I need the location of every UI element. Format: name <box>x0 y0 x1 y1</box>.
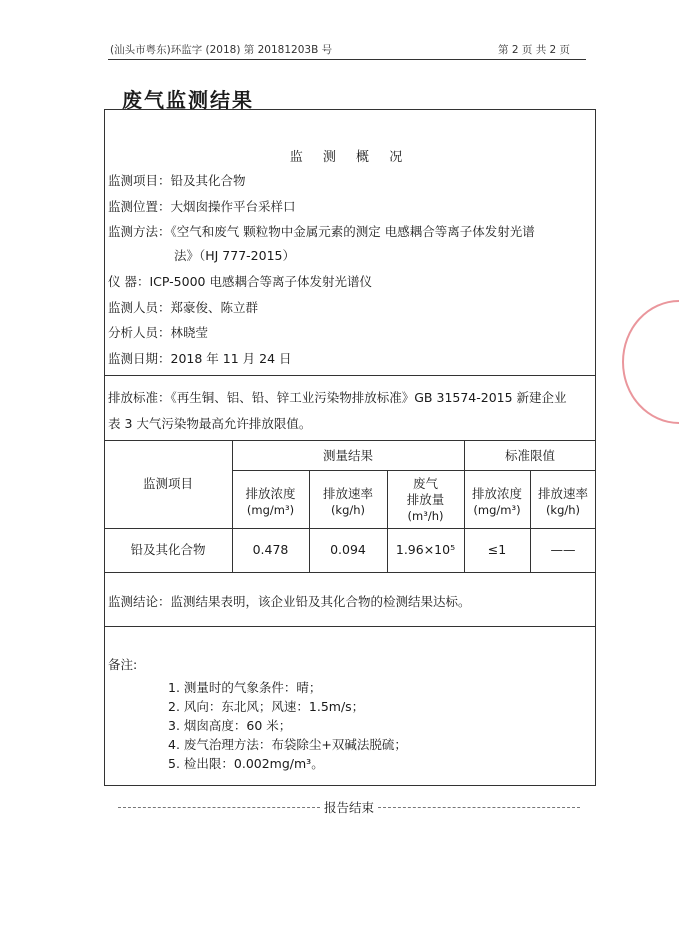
col-header-limit-conc-unit: (mg/m³) <box>473 503 521 517</box>
monitor-location: 监测位置：大烟囱操作平台采样口 <box>108 199 296 214</box>
monitor-personnel: 监测人员：郑豪俊、陈立群 <box>108 300 259 315</box>
col-header-limit-rate-label: 排放速率 <box>537 486 588 501</box>
report-end-label: 报告结束 <box>324 800 375 815</box>
note-item: 1. 测量时的气象条件：晴； <box>168 680 322 695</box>
report-number: (汕头市粤东)环监字 (2018) 第 20181203B 号 <box>110 44 333 56</box>
col-header-flow-label2: 排放量 <box>406 492 445 507</box>
standard-line2: 表 3 大气污染物最高允许排放限值。 <box>108 416 312 431</box>
note-item: 4. 废气治理方法：布袋除尘+双碱法脱硫； <box>168 737 407 752</box>
cell-conc: 0.478 <box>252 542 289 557</box>
cell-limit-rate: —— <box>550 542 576 557</box>
cell-flow: 1.96×10⁵ <box>395 542 456 557</box>
col-header-limit-conc <box>464 486 530 518</box>
note-item: 3. 烟囱高度：60 米； <box>168 718 292 733</box>
note-item: 2. 风向：东北风；风速：1.5m/s； <box>168 699 365 714</box>
cell-rate: 0.094 <box>330 542 366 557</box>
col-header-limit-rate <box>530 486 596 518</box>
col-header-item: 监测项目 <box>142 476 193 491</box>
official-seal <box>622 300 679 424</box>
col-header-rate <box>309 486 387 518</box>
header-divider <box>108 59 586 60</box>
conclusion: 监测结论：监测结果表明，该企业铅及其化合物的检测结果达标。 <box>108 594 471 609</box>
instrument: 仪 器：ICP-5000 电感耦合等离子体发射光谱仪 <box>108 274 372 289</box>
analyst: 分析人员：林晓莹 <box>108 325 209 340</box>
col-header-flow-unit: (m³/h) <box>407 509 444 523</box>
col-header-limit-conc-label: 排放浓度 <box>471 486 522 501</box>
table-top-border <box>104 440 596 441</box>
col-header-rate-label: 排放速率 <box>322 486 373 501</box>
cell-limit-conc: ≤1 <box>487 542 507 557</box>
group-header-limit: 标准限值 <box>504 448 555 463</box>
notes-label: 备注: <box>108 657 138 672</box>
col-header-flow-label1: 废气 <box>412 476 438 491</box>
monitor-method-line1: 监测方法：《空气和废气 颗粒物中金属元素的测定 电感耦合等离子体发射光谱 <box>108 224 535 239</box>
group-header-result: 测量结果 <box>322 448 373 463</box>
table-bottom-border <box>104 572 596 573</box>
monitor-date: 监测日期：2018 年 11 月 24 日 <box>108 351 292 366</box>
table-header-bottom <box>104 528 596 529</box>
monitor-method-line2: 法》（HJ 777-2015） <box>174 248 295 263</box>
col-header-conc <box>232 486 309 518</box>
table-subheader-line <box>232 470 464 471</box>
page-info: 第 2 页 共 2 页 <box>498 44 571 56</box>
overview-title: 监 测 概 况 <box>289 150 411 165</box>
divider <box>104 626 596 627</box>
col-header-rate-unit: (kg/h) <box>330 503 366 517</box>
monitor-item: 监测项目：铅及其化合物 <box>108 173 246 188</box>
standard-line1: 排放标准：《再生铜、铝、铅、锌工业污染物排放标准》GB 31574-2015 新建企业 <box>108 390 567 405</box>
end-dash-right <box>378 807 580 808</box>
divider <box>104 375 596 376</box>
note-item: 5. 检出限：0.002mg/m³。 <box>168 756 324 771</box>
page-title: 废气监测结果 <box>122 88 254 112</box>
col-header-flow <box>387 476 464 524</box>
end-dash-left <box>118 807 320 808</box>
report-end-marker <box>118 798 580 816</box>
col-header-conc-unit: (mg/m³) <box>246 503 295 517</box>
col-header-limit-rate-unit: (kg/h) <box>545 503 581 517</box>
col-header-conc-label: 排放浓度 <box>245 486 296 501</box>
cell-item: 铅及其化合物 <box>130 542 206 557</box>
